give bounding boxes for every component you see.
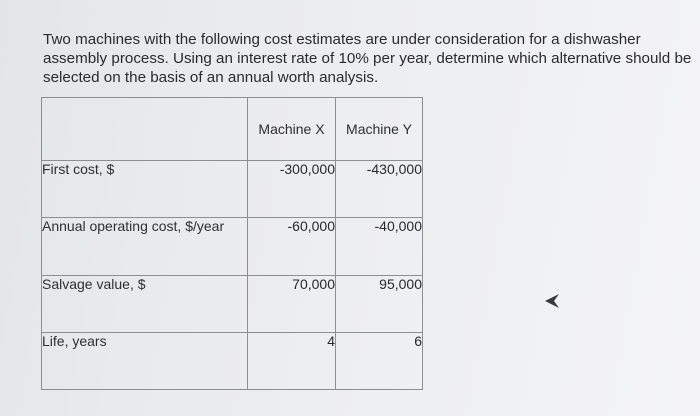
problem-line: assembly process. Using an interest rate of 10% per year, determine which alternative should be: [43, 50, 692, 67]
header-machine-x: Machine X: [248, 98, 336, 161]
problem-line: selected on the basis of an annual worth analysis.: [43, 69, 379, 86]
machine-y-annual-operating-cost: -40,000: [336, 218, 423, 276]
problem-statement: [43, 30, 693, 87]
cost-table: [41, 97, 423, 390]
machine-y-salvage-value: 95,000: [336, 275, 423, 333]
machine-y-life-years: 6: [336, 333, 423, 390]
machine-x-first-cost: -300,000: [248, 160, 336, 218]
problem-line: Two machines with the following cost estimates are under consideration for a dishwasher: [43, 31, 641, 48]
row-label-life-years: Life, years: [42, 333, 248, 390]
cost-table-container: [41, 97, 422, 390]
row-label-annual-operating-cost: Annual operating cost, $/year: [42, 218, 248, 276]
header-machine-y: Machine Y: [336, 98, 423, 161]
mouse-pointer-icon: [544, 293, 560, 309]
row-label-first-cost: First cost, $: [42, 160, 248, 218]
machine-x-salvage-value: 70,000: [248, 275, 336, 333]
machine-y-first-cost: -430,000: [336, 160, 423, 218]
table-row: [42, 218, 423, 276]
row-label-salvage-value: Salvage value, $: [42, 275, 248, 333]
table-row: [42, 160, 423, 218]
table-row: [42, 333, 423, 390]
table-header-empty: [42, 98, 248, 161]
machine-x-life-years: 4: [248, 333, 336, 390]
machine-x-annual-operating-cost: -60,000: [248, 218, 336, 276]
table-header-row: [42, 98, 423, 161]
table-row: [42, 275, 423, 333]
